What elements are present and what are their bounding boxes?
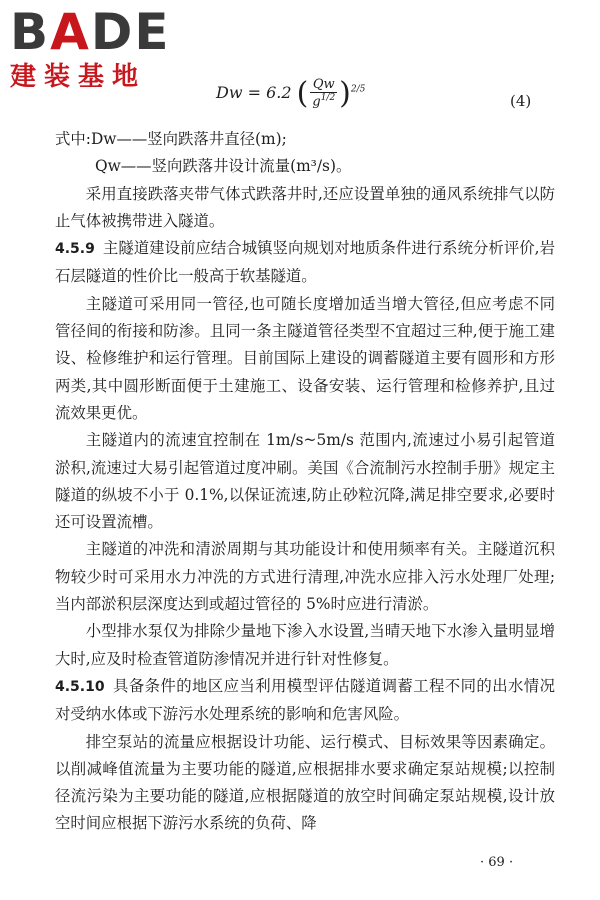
- definition-line: Qw——竖向跌落井设计流量(m³/s)。: [95, 157, 352, 176]
- formula-fraction: $\frac{Qw}{g^{1/2}}$: [312, 77, 336, 110]
- paragraph: 排空泵站的流量应根据设计功能、运行模式、目标效果等因素确定。以削减峰值流量为主要功能的隧道,应根据排水要求确定泵站规模;以控制径流污染为主要功能的隧道,应根据隧道的放空时间确定泵站规模,设计放空时间应根据下游污水系统的负荷、降: [55, 732, 555, 833]
- equation-number: (4): [510, 92, 532, 110]
- definition-line: 式中:Dw——竖向跌落井直径(m);: [55, 130, 287, 148]
- formula: Dw = 6.2 ( $\frac{Qw}{g^{1/2}}$ )$^{2/5}$: [216, 76, 366, 111]
- body-text: [55, 126, 555, 838]
- section-paragraph: 4.5.10 具备条件的地区应当利用模型评估隧道调蓄工程不同的出水情况对受纳水体或下游污水处理系统的影响和危害风险。: [55, 676, 555, 724]
- formula-lhs: Dw = 6.2: [216, 83, 292, 102]
- section-number: 4.5.9: [55, 241, 95, 258]
- paragraph: 主隧道的冲洗和清淤周期与其功能设计和使用频率有关。主隧道沉积物较少时可采用水力冲洗的方式进行清理,冲洗水应排入污水处理厂处理;当内部淤积层深度达到或超过管径的 5%时应进行清淤。: [55, 540, 555, 614]
- paragraph: 小型排水泵仅为排除少量地下渗入水设置,当晴天地下水渗入量明显增大时,应及时检查管道防渗情况并进行针对性修复。: [55, 622, 555, 668]
- logo-chinese: 建装基地: [10, 62, 147, 92]
- formula-exponent: 2/5: [350, 84, 366, 95]
- section-number: 4.5.10: [55, 678, 105, 695]
- paragraph: 主隧道内的流速宜控制在 1m/s~5m/s 范围内,流速过小易引起管道淤积,流速过大易引起管道过度冲刷。美国《合流制污水控制手册》规定主隧道的纵坡不小于 0.1%,以保证流速,防止砂粒沉降,满足排空要求,必要时还可设置流槽。: [55, 431, 555, 532]
- paragraph: 主隧道可采用同一管径,也可随长度增加适当增大管径,但应考虑不同管径间的衔接和防渗。且同一条主隧道管径类型不宜超过三种,便于施工建设、检修维护和运行管理。目前国际上建设的调蓄隧道主要有圆形和方形两类,其中圆形断面便于土建施工、设备安装、运行管理和检修养护,且过流效果更优。: [55, 294, 555, 422]
- page-number: · 69 ·: [480, 855, 514, 870]
- paragraph: 采用直接跌落夹带气体式跌落井时,还应设置单独的通风系统排气以防止气体被携带进入隧道。: [55, 184, 555, 230]
- section-paragraph: 4.5.9 主隧道建设前应结合城镇竖向规划对地质条件进行系统分析评价,岩石层隧道的性价比一般高于软基隧道。: [55, 239, 555, 286]
- bade-logo: [10, 3, 180, 92]
- logo-wordmark: BADE: [10, 3, 171, 61]
